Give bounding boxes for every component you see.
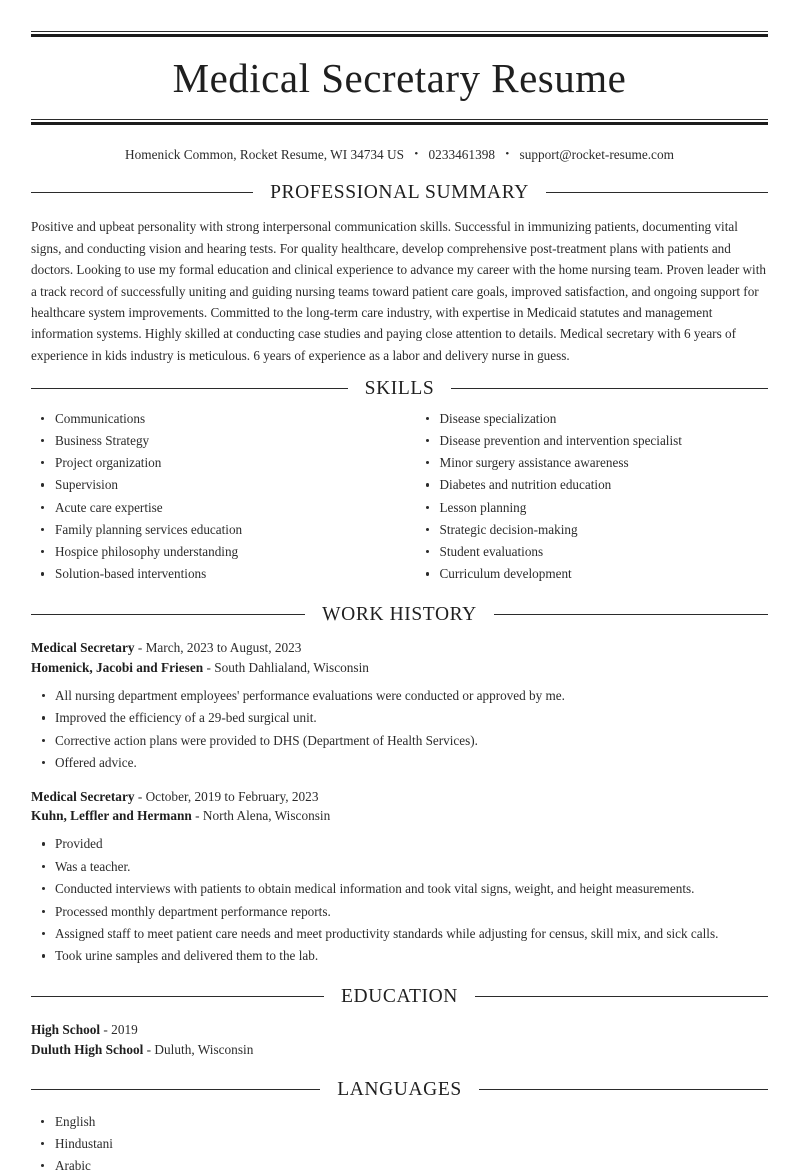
education-school: Duluth High School: [31, 1042, 144, 1058]
skill-item: Curriculum development: [416, 565, 769, 583]
work-history-entry: [31, 787, 768, 966]
skills-list-right: [416, 410, 769, 584]
heading-rule-right: [546, 192, 768, 193]
job-bullet: Processed monthly department performance reports.: [31, 903, 768, 921]
skill-item: Business Strategy: [31, 432, 400, 450]
job-bullet: Assigned staff to meet patient care needs and meet productivity standards while adjusting for census, skill mix, and sick calls.: [31, 925, 768, 943]
heading-rule-left: [31, 1089, 320, 1090]
heading-rule-right: [494, 614, 768, 615]
skill-item: Solution-based interventions: [31, 565, 400, 583]
job-location: - South Dahlialand, Wisconsin: [203, 660, 369, 676]
education-degree-line: [31, 1020, 768, 1040]
education-location: - Duluth, Wisconsin: [143, 1042, 254, 1058]
heading-rule-left: [31, 614, 305, 615]
job-bullet: Was a teacher.: [31, 858, 768, 876]
skill-item: Minor surgery assistance awareness: [416, 454, 769, 472]
heading-rule-right: [475, 996, 768, 997]
header-bottom-rule: [31, 119, 768, 125]
education-list: [31, 1020, 768, 1060]
section-heading-education: [31, 987, 768, 1007]
skills-columns: [31, 410, 768, 588]
contact-email: support@rocket-resume.com: [519, 147, 674, 162]
skill-item: Student evaluations: [416, 543, 769, 561]
contact-address: Homenick Common, Rocket Resume, WI 34734 US: [125, 147, 405, 162]
heading-rule-left: [31, 996, 324, 997]
job-title: Medical Secretary: [31, 640, 135, 656]
job-title: Medical Secretary: [31, 788, 135, 804]
skill-item: Disease specialization: [416, 410, 769, 428]
job-bullet: Offered advice.: [31, 754, 768, 772]
language-item: English: [31, 1113, 768, 1131]
education-year: - 2019: [100, 1022, 138, 1038]
skill-item: Disease prevention and intervention specialist: [416, 432, 769, 450]
education-degree: High School: [31, 1022, 101, 1038]
section-heading-summary: [31, 183, 768, 203]
heading-rule-right: [451, 388, 768, 389]
skill-item: Strategic decision-making: [416, 521, 769, 539]
job-dates: - October, 2019 to February, 2023: [134, 788, 319, 804]
job-company-line: [31, 658, 768, 678]
header-top-rule: [31, 31, 768, 37]
job-title-line: [31, 787, 768, 807]
heading-rule-left: [31, 192, 253, 193]
contact-separator-2: •: [505, 148, 510, 160]
job-location: - North Alena, Wisconsin: [191, 808, 331, 824]
section-heading-work-history: [31, 605, 768, 625]
job-bullet: Took urine samples and delivered them to the lab.: [31, 947, 768, 965]
job-bullet: Corrective action plans were provided to DHS (Department of Health Services).: [31, 732, 768, 750]
skill-item: Diabetes and nutrition education: [416, 476, 769, 494]
skill-item: Family planning services education: [31, 521, 400, 539]
job-company: Kuhn, Leffler and Hermann: [31, 808, 192, 824]
education-entry: [31, 1020, 768, 1060]
skills-list-left: [31, 410, 400, 584]
contact-line: [31, 147, 768, 163]
contact-separator-1: •: [414, 148, 419, 160]
skill-item: Communications: [31, 410, 400, 428]
heading-rule-left: [31, 388, 348, 389]
section-title-languages: LANGUAGES: [337, 1079, 462, 1101]
job-company: Homenick, Jacobi and Friesen: [31, 660, 204, 676]
skills-column-left: [31, 410, 400, 588]
section-title-education: EDUCATION: [341, 985, 458, 1007]
job-company-line: [31, 806, 768, 826]
job-bullet-list: [31, 687, 768, 772]
section-title-work-history: WORK HISTORY: [322, 603, 477, 625]
skill-item: Supervision: [31, 476, 400, 494]
heading-rule-right: [479, 1089, 768, 1090]
job-bullet: Improved the efficiency of a 29-bed surgical unit.: [31, 709, 768, 727]
work-history-list: [31, 638, 768, 965]
job-bullet-list: [31, 835, 768, 965]
section-title-summary: PROFESSIONAL SUMMARY: [270, 181, 529, 203]
education-school-line: [31, 1040, 768, 1060]
skill-item: Acute care expertise: [31, 499, 400, 517]
languages-list: [31, 1113, 768, 1175]
summary-text: Positive and upbeat personality with strong interpersonal communication skills. Successful in immunizing patients, documenting vital signs, and conducting vision and hearing tests. For quality healthcare, develop comprehensive post-treatment plans with patients and doctors. Looking to use my formal education and clinical experience to advance my career with the home nursing team. Proven leader with a track record of successfully uniting and guiding nursing teams toward patient care goals, improved satisfaction, and ongoing support for healthcare system improvements. Committed to the long-term care industry, with expertise in Medicaid statutes and management information systems. Highly skilled at conducting case studies and paying close attention to details. Medical secretary with 6 years of experience in kids industry is meticulous. 6 years of experience as a labor and delivery nurse in guess.: [31, 219, 766, 363]
contact-phone: 0233461398: [428, 147, 496, 162]
section-title-skills: SKILLS: [364, 378, 435, 400]
work-history-entry: [31, 638, 768, 772]
skill-item: Lesson planning: [416, 499, 769, 517]
job-dates: - March, 2023 to August, 2023: [134, 640, 302, 656]
job-bullet: Conducted interviews with patients to obtain medical information and took vital signs, weight, and height measurements.: [31, 880, 768, 898]
job-bullet: Provided: [31, 835, 768, 853]
page-title: Medical Secretary Resume: [172, 55, 627, 101]
job-bullet: All nursing department employees' performance evaluations were conducted or approved by me.: [31, 687, 768, 705]
skill-item: Project organization: [31, 454, 400, 472]
section-heading-languages: [31, 1080, 768, 1100]
skills-column-right: [400, 410, 769, 588]
language-item: Hindustani: [31, 1135, 768, 1153]
language-item: Arabic: [31, 1157, 768, 1175]
job-title-line: [31, 638, 768, 658]
skill-item: Hospice philosophy understanding: [31, 543, 400, 561]
section-heading-skills: [31, 379, 768, 399]
